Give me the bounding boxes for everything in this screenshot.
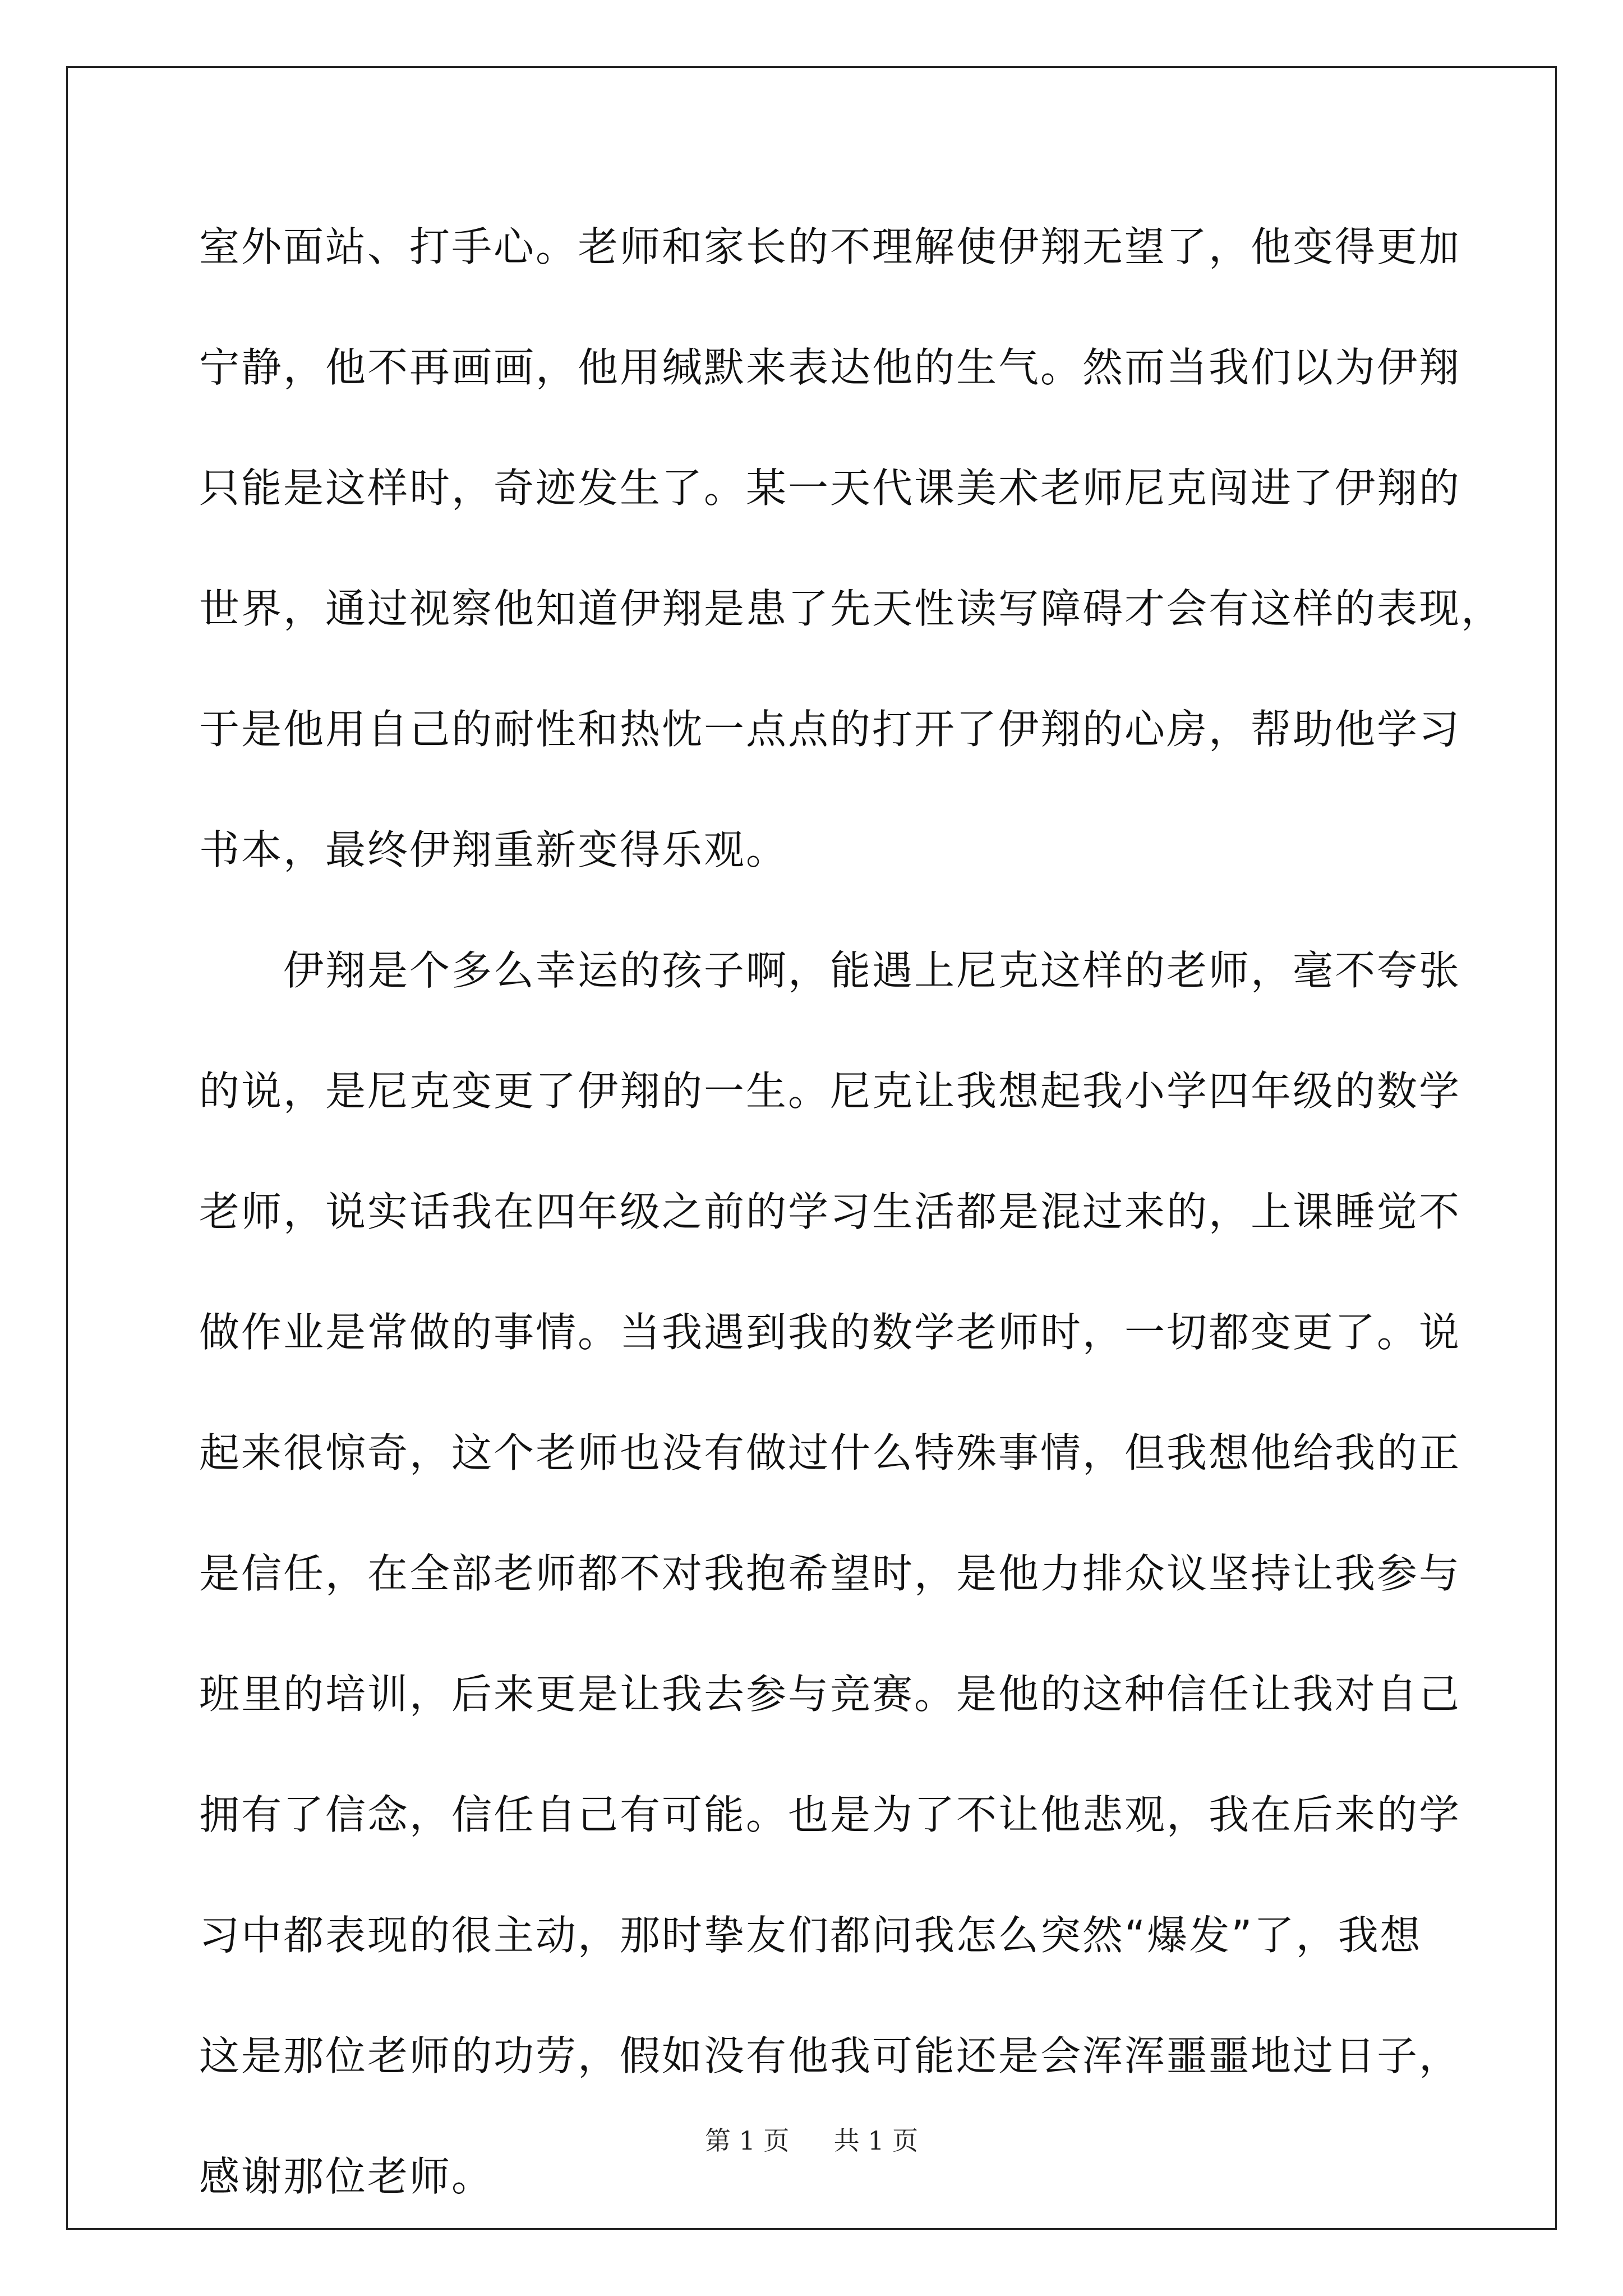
text-line: 起来很惊奇，这个老师也没有做过什么特殊事情，但我想他给我的正 — [199, 1429, 1461, 1476]
document-body — [199, 213, 1504, 2263]
paragraph-start-line: 伊翔是个多么幸运的孩子啊，能遇上尼克这样的老师，毫不夸张 — [283, 947, 1461, 994]
page-footer — [0, 2120, 1623, 2157]
text-line: 的说，是尼克变更了伊翔的一生。尼克让我想起我小学四年级的数学 — [199, 1068, 1461, 1115]
text-line: 习中都表现的很主动，那时挚友们都问我怎么突然“爆发”了，我想 — [199, 1912, 1422, 1959]
text-line: 是信任，在全部老师都不对我抱希望时，是他力排众议坚持让我参与 — [199, 1550, 1461, 1597]
text-line: 书本，最终伊翔重新变得乐观。 — [199, 826, 789, 873]
text-line: 于是他用自己的耐性和热忱一点点的打开了伊翔的心房，帮助他学习 — [199, 706, 1461, 753]
text-line: 这是那位老师的功劳，假如没有他我可能还是会浑浑噩噩地过日子， — [199, 2032, 1461, 2079]
text-line: 拥有了信念，信任自己有可能。也是为了不让他悲观，我在后来的学 — [199, 1791, 1461, 1838]
text-line: 室外面站、打手心。老师和家长的不理解使伊翔无望了，他变得更加 — [199, 223, 1461, 270]
text-line: 班里的培训，后来更是让我去参与竞赛。是他的这种信任让我对自己 — [199, 1671, 1461, 1718]
page-number: 第 1 页 — [704, 2125, 790, 2156]
text-line: 做作业是常做的事情。当我遇到我的数学老师时，一切都变更了。说 — [199, 1309, 1461, 1356]
text-line: 只能是这样时，奇迹发生了。某一天代课美术老师尼克闯进了伊翔的 — [199, 464, 1461, 512]
text-line: 宁静，他不再画画，他用缄默来表达他的生气。然而当我们以为伊翔 — [199, 344, 1461, 391]
page-total: 共 1 页 — [833, 2125, 919, 2156]
text-line: 感谢那位老师。 — [199, 2153, 494, 2200]
text-line: 世界，通过视察他知道伊翔是患了先天性读写障碍才会有这样的表现， — [199, 585, 1504, 632]
text-line: 老师，说实话我在四年级之前的学习生活都是混过来的，上课睡觉不 — [199, 1188, 1461, 1235]
